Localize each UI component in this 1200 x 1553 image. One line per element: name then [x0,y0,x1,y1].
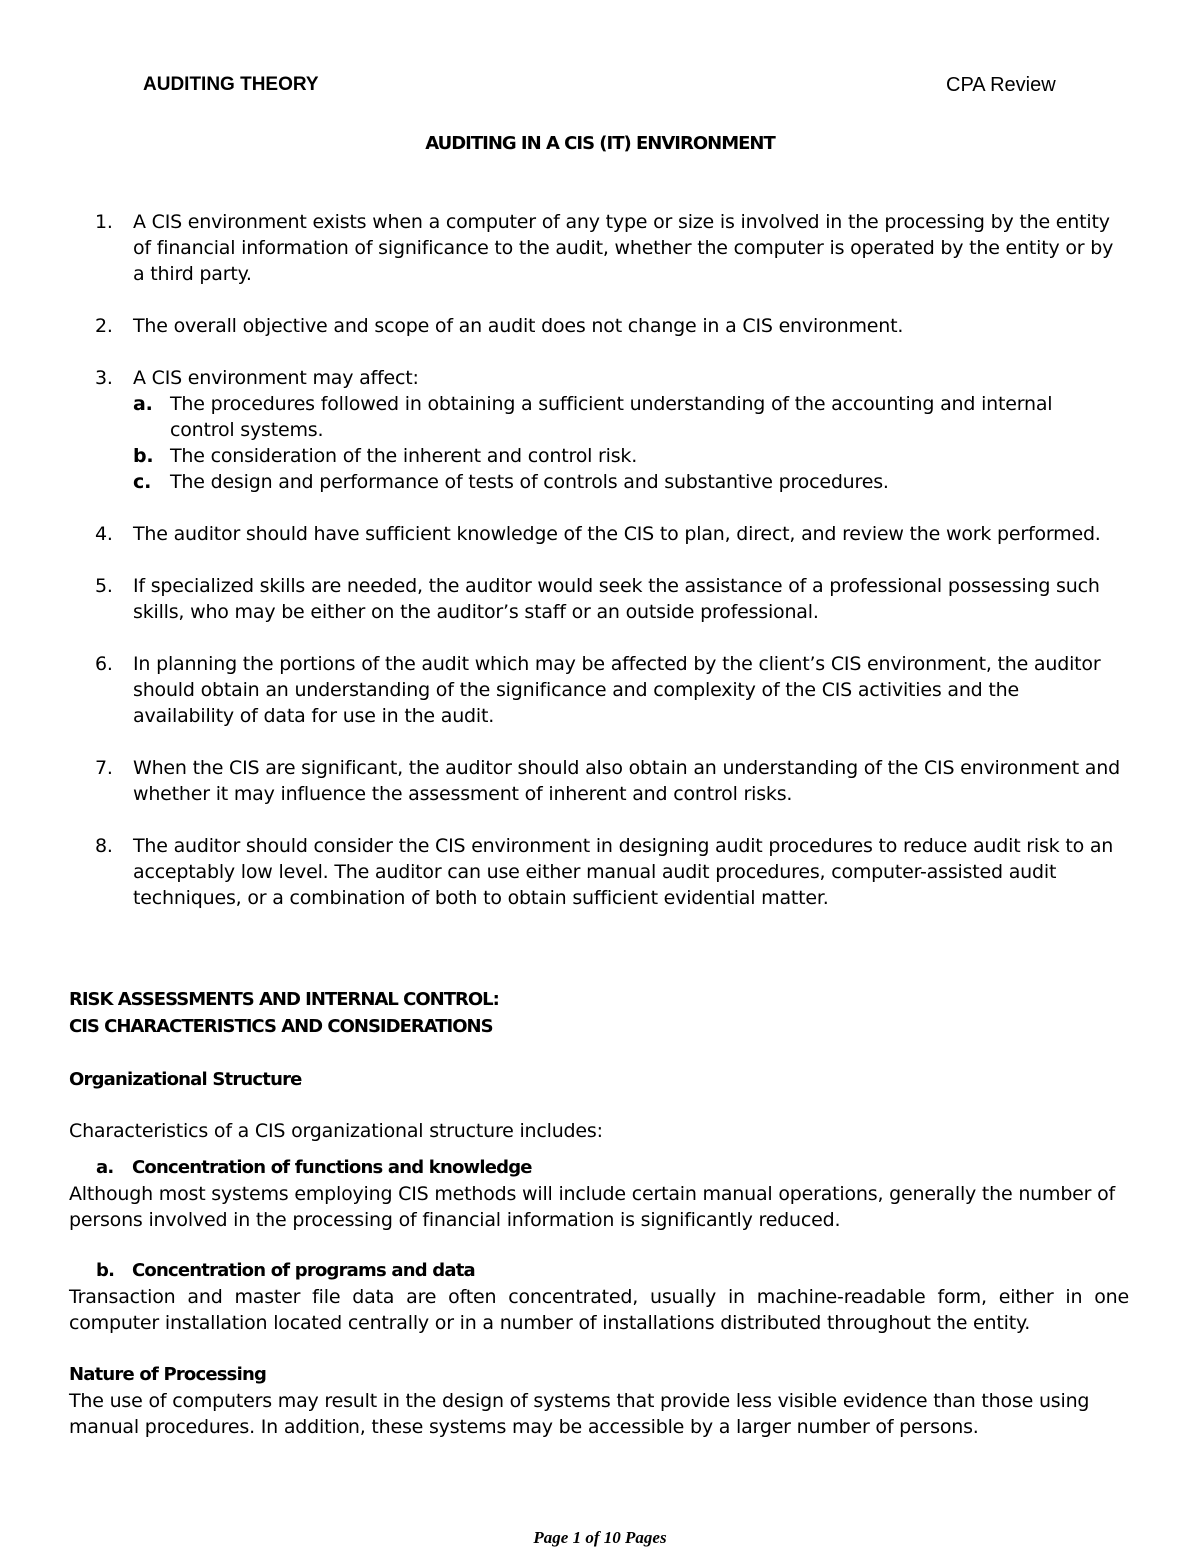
sub-item [133,469,1120,495]
org-intro: Characteristics of a CIS organizational structure includes: [69,1120,603,1142]
section-heading-line2: CIS CHARACTERISTICS AND CONSIDERATIONS [69,1016,493,1037]
list-item [95,833,1120,911]
list-item [95,313,1120,339]
sub-item [133,443,1120,469]
sub-item-text: The design and performance of tests of controls and substantive procedures. [170,471,889,493]
sub-list [133,391,1120,495]
item-number: 6. [95,653,113,675]
characteristic-text: Although most systems employing CIS methods will include certain manual operations, generally the number of persons involved in the processing of financial information is significantly reduced. [69,1183,1116,1231]
item-number: 3. [95,367,113,389]
characteristic-b [69,1258,1129,1336]
sub-item-text: The consideration of the inherent and control risk. [170,445,638,467]
risk-section-heading [69,986,1129,1040]
nature-heading: Nature of Processing [69,1364,267,1385]
list-item [95,755,1120,807]
list-item [95,573,1120,625]
item-number: 1. [95,211,113,233]
sub-item [133,391,1120,443]
characteristic-letter: a. [96,1157,114,1178]
item-text: If specialized skills are needed, the auditor would seek the assistance of a professional possessing such skills, who may be either on the auditor’s staff or an outside professional. [133,575,1100,623]
list-item [95,365,1120,495]
item-number: 2. [95,315,113,337]
numbered-list [95,209,1120,937]
list-item [95,209,1120,287]
characteristic-text: Transaction and master file data are often concentrated, usually in machine-readable form, either in one computer installation located centrally or in a number of installations distributed throughout the entity. [69,1286,1129,1334]
org-structure-heading-block [69,1067,1129,1093]
item-text: A CIS environment may affect: [133,367,419,389]
item-text: When the CIS are significant, the auditor should also obtain an understanding of the CIS environment and whether it may influence the assessment of inherent and control risks. [133,757,1120,805]
item-text: In planning the portions of the audit which may be affected by the client’s CIS environment, the auditor should obtain an understanding of the significance and complexity of the CIS activities and the availability of data for use in the audit. [133,653,1101,727]
page-footer: Page 1 of 10 Pages [533,1528,667,1547]
section-heading-line1: RISK ASSESSMENTS AND INTERNAL CONTROL: [69,989,499,1010]
characteristic-heading: Concentration of functions and knowledge [132,1157,532,1178]
sub-item-letter: c. [133,471,152,493]
sub-item-text: The procedures followed in obtaining a sufficient understanding of the accounting and internal control systems. [170,393,1053,441]
item-number: 4. [95,523,113,545]
item-text: A CIS environment exists when a computer of any type or size is involved in the processing by the entity of financial information of significance to the audit, whether the computer is operated by the entity or by a third party. [133,211,1114,285]
list-item [95,651,1120,729]
header-left: AUDITING THEORY [143,74,319,95]
characteristic-a [69,1155,1129,1233]
org-intro-block [69,1118,1129,1144]
document-title: AUDITING IN A CIS (IT) ENVIRONMENT [425,133,775,154]
item-number: 5. [95,575,113,597]
item-number: 8. [95,835,113,857]
item-number: 7. [95,757,113,779]
nature-text: The use of computers may result in the design of systems that provide less visible evidence than those using manual procedures. In addition, these systems may be accessible by a larger number of persons. [69,1390,1090,1438]
characteristic-heading: Concentration of programs and data [132,1260,475,1281]
org-structure-heading: Organizational Structure [69,1069,302,1090]
item-text: The overall objective and scope of an audit does not change in a CIS environment. [133,315,904,337]
sub-item-letter: a. [133,393,153,415]
characteristic-b-heading-row [69,1258,1129,1284]
list-item [95,521,1120,547]
header-right: CPA Review [946,74,1056,96]
characteristic-a-heading-row [69,1155,1129,1181]
nature-of-processing [69,1362,1129,1440]
characteristic-letter: b. [96,1260,115,1281]
item-text: The auditor should have sufficient knowledge of the CIS to plan, direct, and review the work performed. [133,523,1101,545]
sub-item-letter: b. [133,445,154,467]
item-text: The auditor should consider the CIS environment in designing audit procedures to reduce audit risk to an acceptably low level. The auditor can use either manual audit procedures, computer-assisted audit techniques, or a combination of both to obtain sufficient evidential matter. [133,835,1114,909]
